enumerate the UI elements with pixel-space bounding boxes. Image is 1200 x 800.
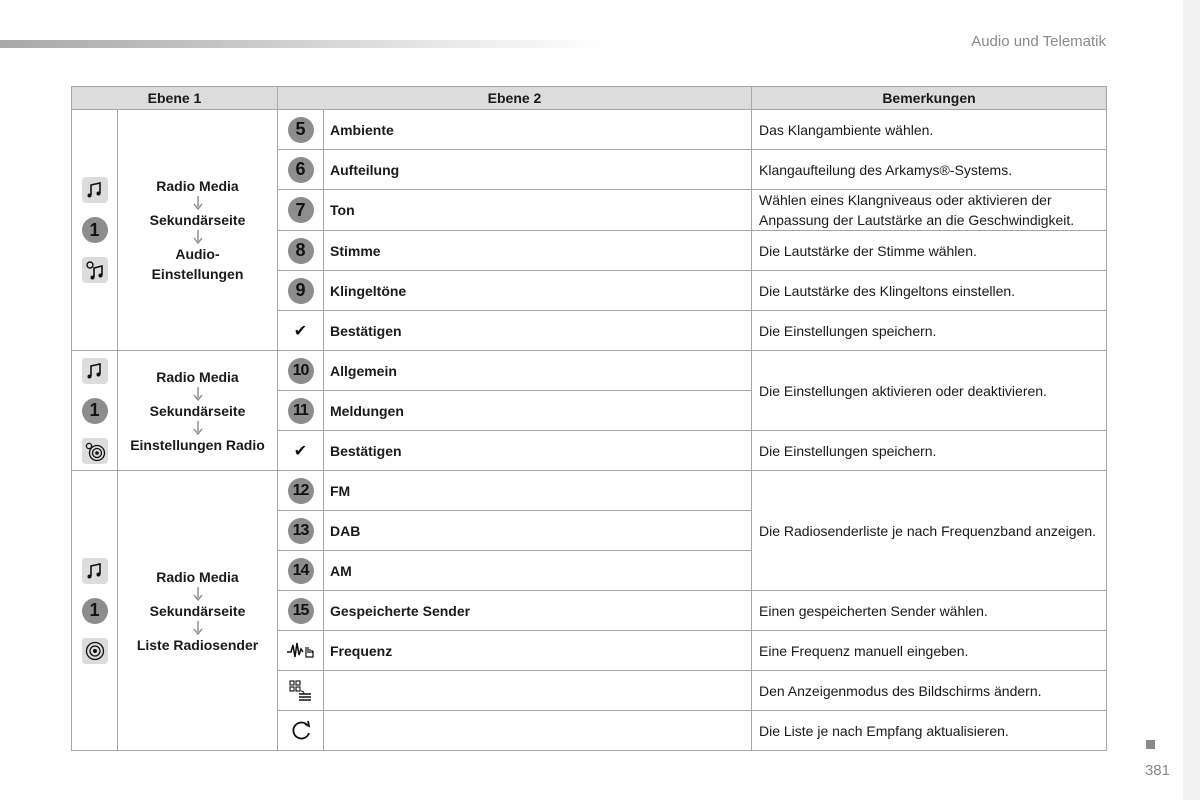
option-label: Ambiente [324, 110, 752, 150]
option-label: Gespeicherte Sender [324, 591, 752, 631]
arrow-down-icon [192, 587, 204, 601]
arrow-down-icon [192, 421, 204, 435]
option-label: DAB [324, 511, 752, 551]
checkmark-icon: ✔ [293, 442, 308, 460]
number-8-badge: 8 [288, 238, 314, 264]
option-label: Bestätigen [324, 311, 752, 351]
number-11-badge: 11 [288, 398, 314, 424]
path-step-radio-media: Radio Media [156, 368, 239, 385]
section-title: Audio und Telematik [971, 33, 1106, 50]
number-10-badge: 10 [288, 358, 314, 384]
music-note-icon [82, 558, 108, 584]
option-label: AM [324, 551, 752, 591]
number-9-badge: 9 [288, 278, 314, 304]
number-7-badge: 7 [288, 197, 314, 223]
number-5-badge: 5 [288, 117, 314, 143]
number-1-badge: 1 [82, 217, 108, 243]
option-remark: Den Anzeigenmodus des Bildschirms ändern. [752, 671, 1107, 711]
path-step-secondary-page: Sekundärseite [149, 402, 246, 419]
music-note-icon [82, 358, 108, 384]
header-gradient-bar [0, 40, 610, 48]
option-remark: Die Lautstärke des Klingeltons einstellen. [752, 271, 1107, 311]
level1-icons-radio-settings [72, 351, 118, 471]
checkmark-icon: ✔ [293, 322, 308, 340]
option-remark: Eine Frequenz manuell eingeben. [752, 631, 1107, 671]
col-header-remarks: Bemerkungen [752, 87, 1107, 110]
option-remark: Klangaufteilung des Arkamys®-Systems. [752, 150, 1107, 190]
option-remark: Wählen eines Klangniveaus oder aktivieren der Anpassung der Lautstärke an die Geschwindigkeit. [752, 190, 1107, 231]
radio-settings-icon [82, 438, 108, 464]
level1-path-radio-settings [118, 351, 278, 471]
page-number: 381 [1144, 762, 1170, 779]
option-label: Aufteilung [324, 150, 752, 190]
path-step-audio-settings: Audio- Einstellungen [151, 246, 244, 282]
option-label: Meldungen [324, 391, 752, 431]
path-step-radio-media: Radio Media [156, 568, 239, 585]
radio-antenna-icon [82, 638, 108, 664]
arrow-down-icon [192, 230, 204, 244]
music-settings-icon [82, 257, 108, 283]
number-12-badge: 12 [288, 478, 314, 504]
table-row [72, 471, 1107, 511]
option-remark: Einen gespeicherten Sender wählen. [752, 591, 1107, 631]
option-label: Bestätigen [324, 431, 752, 471]
arrow-down-icon [192, 387, 204, 401]
refresh-icon [288, 718, 314, 744]
path-step-radio-settings: Einstellungen Radio [130, 436, 265, 453]
option-remark: Die Einstellungen speichern. [752, 431, 1107, 471]
page-side-strip [1183, 0, 1200, 800]
arrow-down-icon [192, 196, 204, 210]
music-note-icon [82, 177, 108, 203]
option-label: FM [324, 471, 752, 511]
table-header-row [72, 87, 1107, 110]
number-1-badge: 1 [82, 598, 108, 624]
path-step-secondary-page: Sekundärseite [149, 602, 246, 619]
level1-path-station-list [118, 471, 278, 751]
level1-icons-audio [72, 110, 118, 351]
frequency-touch-icon [286, 639, 316, 663]
display-mode-icon [287, 678, 315, 704]
path-step-station-list: Liste Radiosender [136, 636, 259, 653]
page-marker [1146, 740, 1155, 749]
number-1-badge: 1 [82, 398, 108, 424]
number-14-badge: 14 [288, 558, 314, 584]
option-remark: Die Einstellungen speichern. [752, 311, 1107, 351]
number-15-badge: 15 [288, 598, 314, 624]
table-row [72, 351, 1107, 391]
level1-path-audio [118, 110, 278, 351]
arrow-down-icon [192, 621, 204, 635]
number-13-badge: 13 [288, 518, 314, 544]
option-remark: Die Radiosenderliste je nach Frequenzband anzeigen. [752, 471, 1107, 591]
path-step-radio-media: Radio Media [156, 178, 239, 194]
col-header-level2: Ebene 2 [278, 87, 752, 110]
option-remark: Die Einstellungen aktivieren oder deaktivieren. [752, 351, 1107, 431]
option-remark: Das Klangambiente wählen. [752, 110, 1107, 150]
table-row [72, 110, 1107, 150]
option-label [324, 671, 752, 711]
option-label: Klingeltöne [324, 271, 752, 311]
option-remark: Die Lautstärke der Stimme wählen. [752, 231, 1107, 271]
number-6-badge: 6 [288, 157, 314, 183]
option-label: Frequenz [324, 631, 752, 671]
col-header-level1: Ebene 1 [72, 87, 278, 110]
option-remark: Die Liste je nach Empfang aktualisieren. [752, 711, 1107, 751]
settings-table [71, 86, 1107, 751]
option-label: Allgemein [324, 351, 752, 391]
level1-icons-station-list [72, 471, 118, 751]
option-label: Stimme [324, 231, 752, 271]
option-label: Ton [324, 190, 752, 231]
option-label [324, 711, 752, 751]
path-step-secondary-page: Sekundärseite [149, 212, 246, 228]
